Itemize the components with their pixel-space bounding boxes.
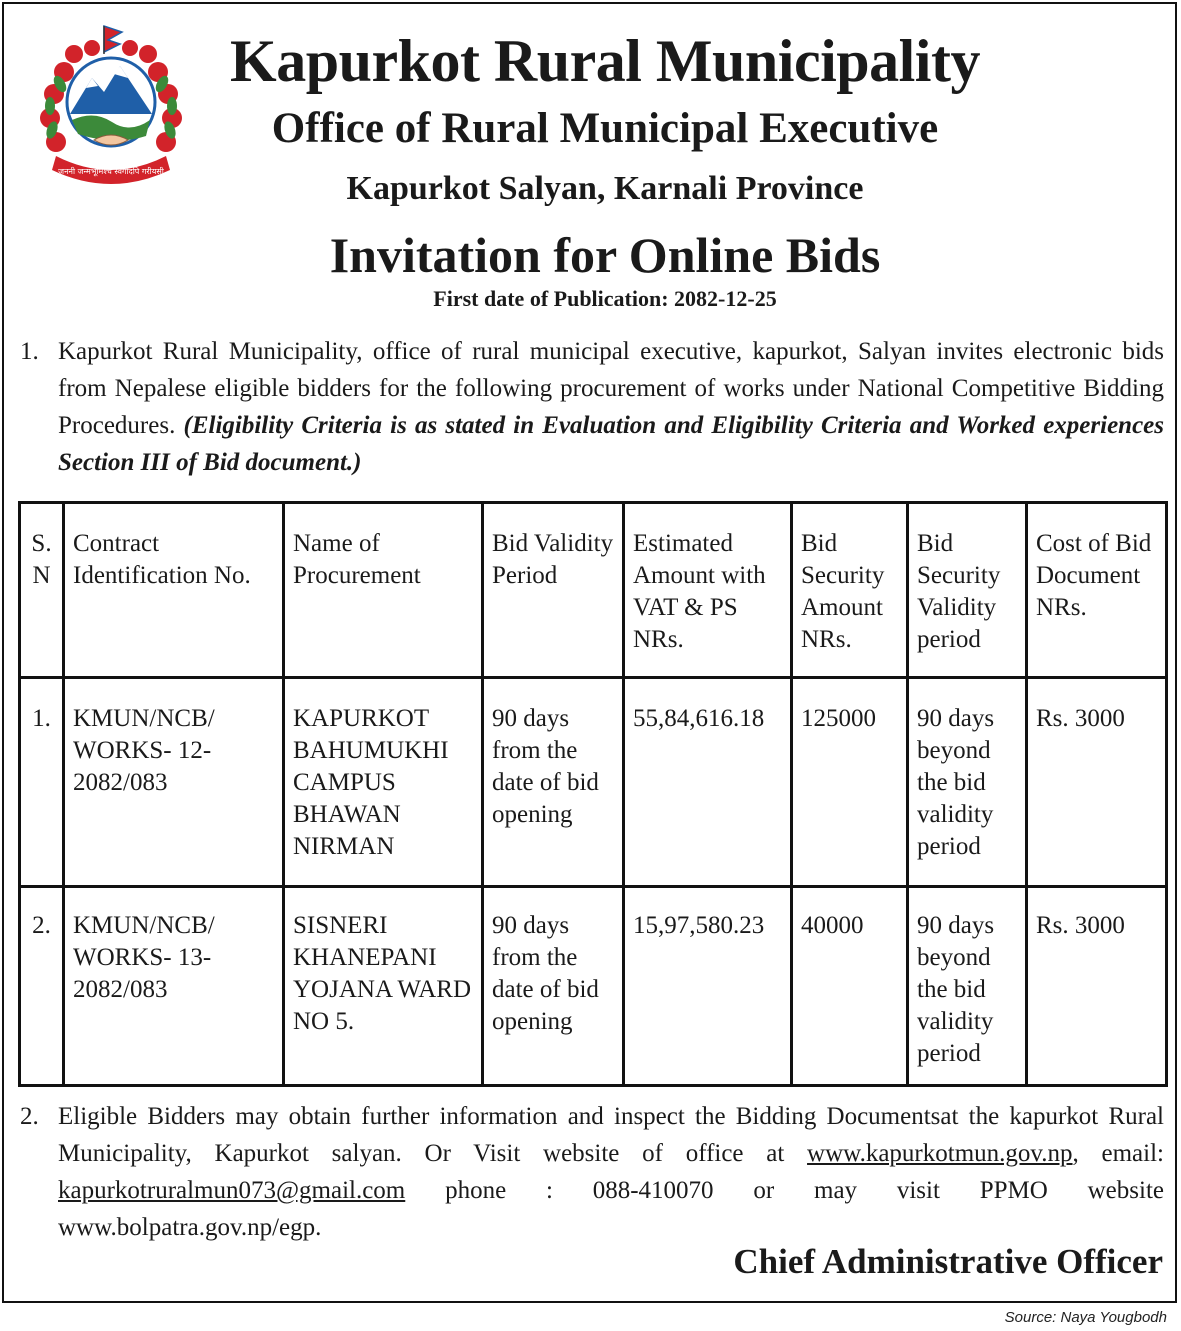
clause-1-number: 1. (20, 338, 39, 365)
cell-procurement: SISNERI KHANEPANI YOJANA WARD NO 5. (284, 887, 483, 1086)
header-procurement: Name of Procurement (284, 503, 483, 678)
cell-estimate: 15,97,580.23 (624, 887, 792, 1086)
office-title: Office of Rural Municipal Executive (271, 105, 939, 152)
header-security-validity: Bid Security Validity period (908, 503, 1027, 678)
source-credit: Source: Naya Yougbodh (1004, 1309, 1167, 1326)
emblem-motto-text: जननी जन्मभूमिश्च स्वर्गादपि गरीयसी (58, 167, 164, 176)
clause-1 (20, 333, 1164, 481)
nepal-emblem-icon (34, 22, 186, 190)
clause-2-text-b: , email: (1072, 1140, 1164, 1167)
header-sn: S. N (20, 503, 64, 678)
cell-security: 40000 (792, 887, 908, 1086)
cell-validity: 90 days from the date of bid opening (483, 887, 624, 1086)
cell-security: 125000 (792, 678, 908, 887)
header-validity: Bid Validity Period (483, 503, 624, 678)
clause-1-eligibility: (Eligibility Criteria is as stated in Evaluation and Eligibility Criteria and Worked experiences Section III of Bid document.) (58, 412, 1164, 476)
header-contract-id: Contract Identification No. (64, 503, 284, 678)
table-row (20, 678, 1167, 887)
cell-sn: 2. (20, 887, 64, 1086)
header-security: Bid Security Amount NRs. (792, 503, 908, 678)
municipality-title: Kapurkot Rural Municipality (230, 28, 980, 94)
cell-security-validity: 90 days beyond the bid validity period (908, 678, 1027, 887)
cell-estimate: 55,84,616.18 (624, 678, 792, 887)
table-row (20, 887, 1167, 1086)
header-doc-cost: Cost of Bid Document NRs. (1027, 503, 1167, 678)
notice-title: Invitation for Online Bids (329, 227, 881, 283)
signature-title: Chief Administrative Officer (733, 1242, 1163, 1281)
cell-sn: 1. (20, 678, 64, 887)
clause-2-number: 2. (20, 1103, 39, 1130)
location-line: Kapurkot Salyan, Karnali Province (346, 170, 864, 207)
publication-date: First date of Publication: 2082-12-25 (433, 286, 777, 311)
clause-2-text-a: Eligible Bidders may obtain further information and inspect the Bidding Documentsat the kapurkot Rural Municipality, Kapurkot salyan. Or Visit website of office at (58, 1103, 1164, 1167)
cell-security-validity: 90 days beyond the bid validity period (908, 887, 1027, 1086)
cell-contract-id: KMUN/NCB/ WORKS- 12-2082/083 (64, 678, 284, 887)
cell-doc-cost: Rs. 3000 (1027, 887, 1167, 1086)
office-website-link[interactable]: www.kapurkotmun.gov.np (807, 1140, 1073, 1167)
clause-2 (20, 1098, 1164, 1246)
clause-2-text-c: phone : 088-410070 or may visit PPMO website www.bolpatra.gov.np/egp. (58, 1177, 1164, 1241)
cell-doc-cost: Rs. 3000 (1027, 678, 1167, 887)
bids-table (18, 501, 1168, 1087)
clause-1-text: Kapurkot Rural Municipality, office of rural municipal executive, kapurkot, Salyan invites electronic bids from Nepalese eligible bidders for the following procurement of works under National Competitive Bidding Procedures. (58, 338, 1164, 439)
clause-2-body (58, 1098, 1164, 1246)
cell-contract-id: KMUN/NCB/ WORKS- 13-2082/083 (64, 887, 284, 1086)
email-link[interactable]: kapurkotruralmun073@gmail.com (58, 1177, 406, 1204)
cell-validity: 90 days from the date of bid opening (483, 678, 624, 887)
table-header-row (20, 503, 1167, 678)
header-estimate: Estimated Amount with VAT & PS NRs. (624, 503, 792, 678)
cell-procurement: KAPURKOT BAHUMUKHI CAMPUS BHAWAN NIRMAN (284, 678, 483, 887)
clause-1-body (58, 333, 1164, 481)
